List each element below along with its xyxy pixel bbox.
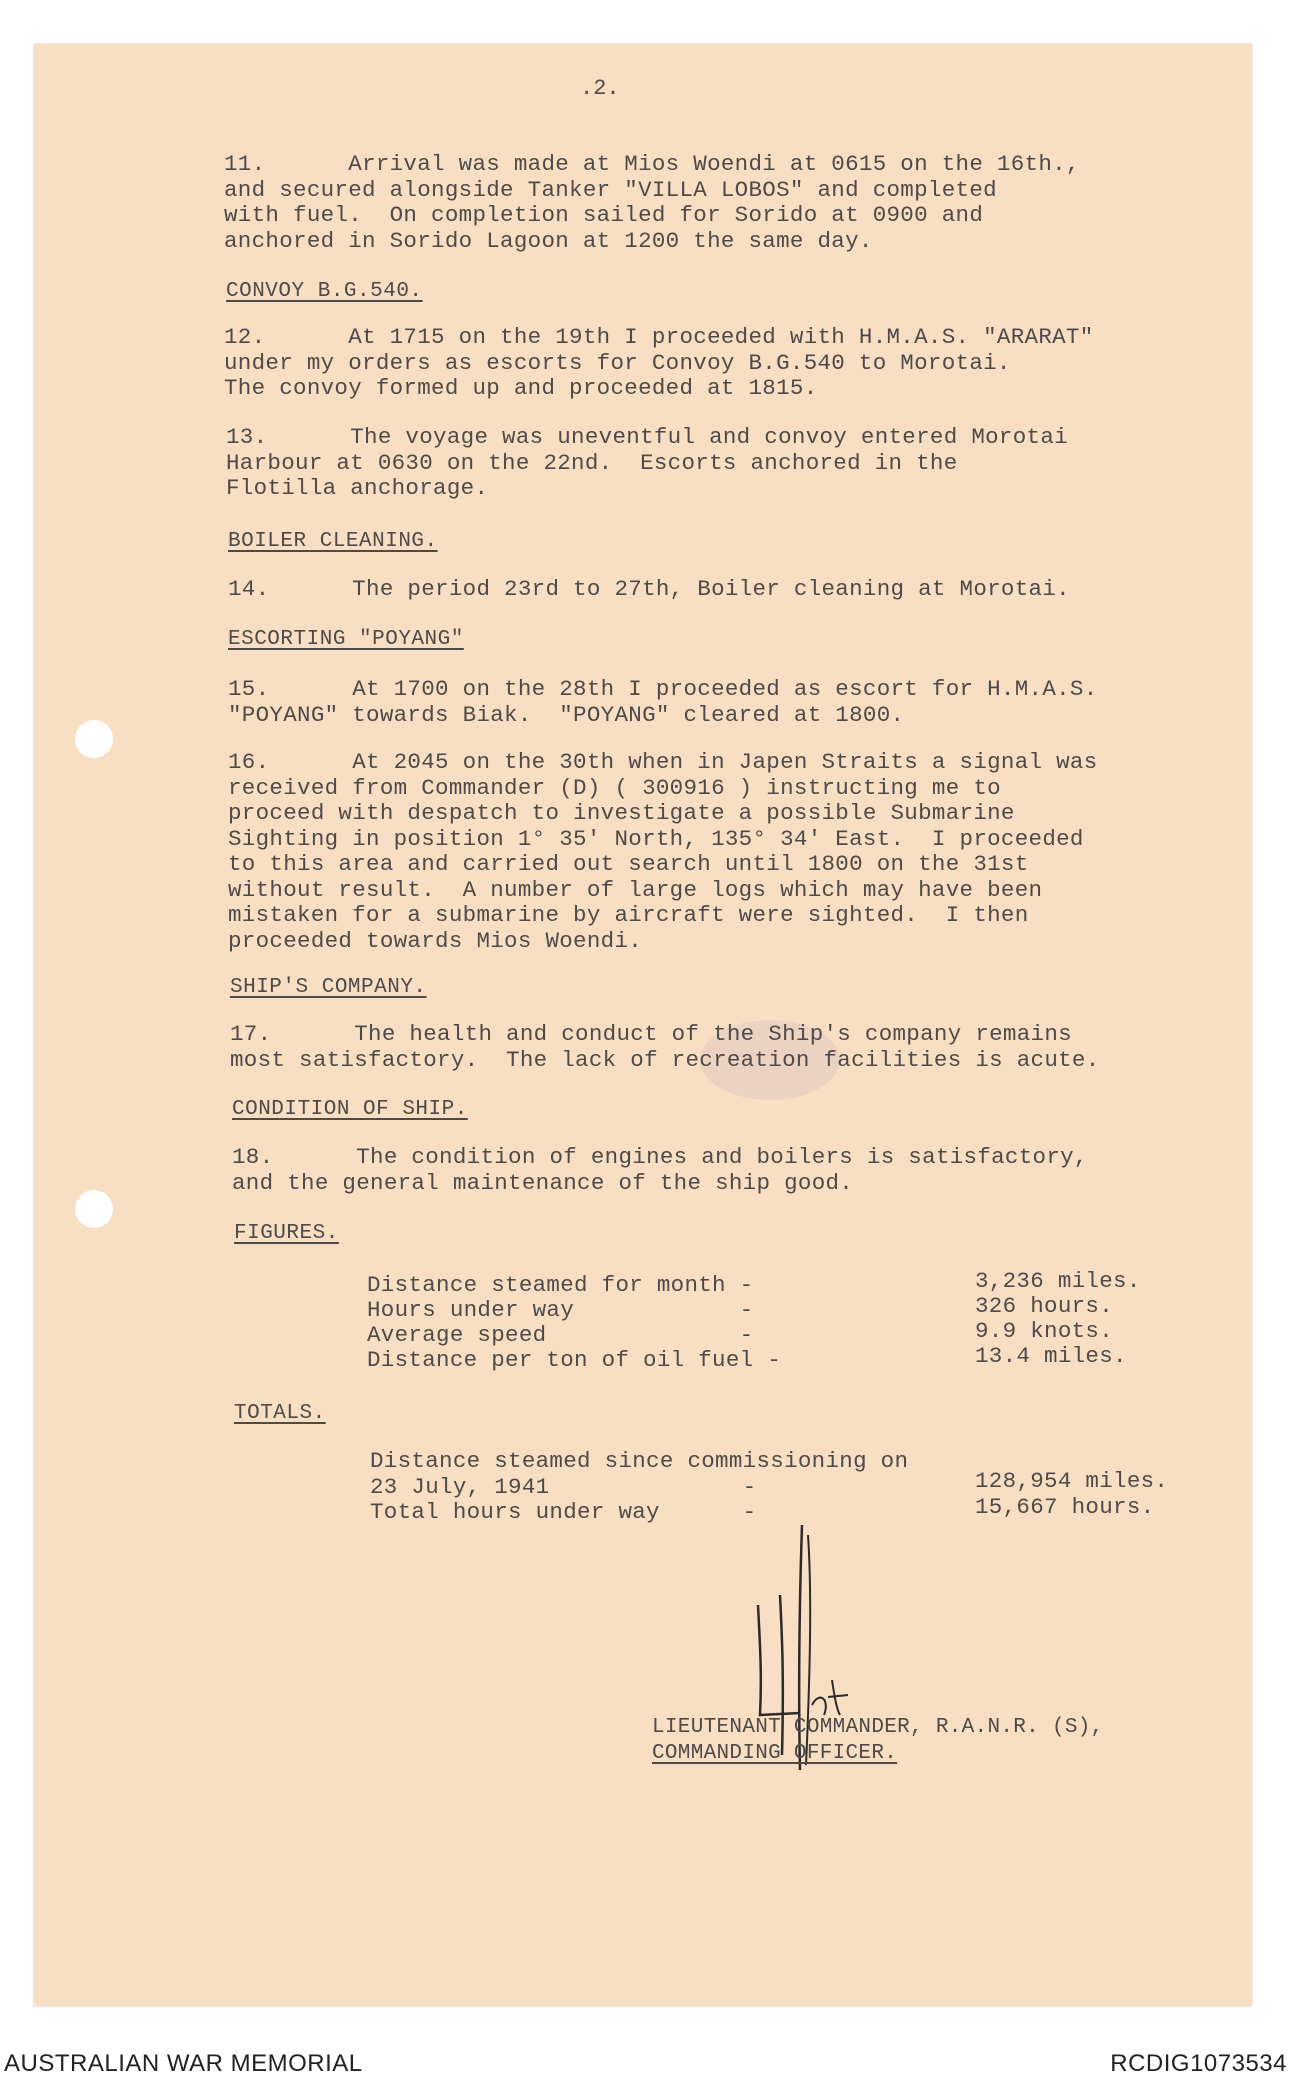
text-line: Harbour at 0630 on the 22nd. Escorts anchored in the [226,449,958,476]
text-line: "POYANG" towards Biak. "POYANG" cleared at 1800. [228,701,905,728]
footer-record-id: RCDIG1073534 [1110,2050,1287,2077]
paragraph-12 [224,325,1094,402]
text-line: 15. At 1700 on the 28th I proceeded as escort for H.M.A.S. [228,676,1098,702]
text-line: 16. At 2045 on the 30th when in Japen Straits a signal was [228,749,1098,775]
text-line: Flotilla anchorage. [226,475,489,501]
paragraph-15 [228,677,1098,728]
figures-label: Distance per ton of oil fuel - [367,1347,782,1373]
text-line: proceed with despatch to investigate a possible Submarine [228,800,1015,826]
totals-label: 23 July, 1941 - [370,1474,757,1500]
figures-value: 9.9 knots. [975,1318,1114,1344]
text-line: The convoy formed up and proceeded at 1815. [224,375,818,401]
text-line: 12. At 1715 on the 19th I proceeded with H.M.A.S. "ARARAT" [224,324,1094,350]
text-line: Sighting in position 1° 35' North, 135° 34' East. I proceeded [228,825,1084,852]
signature-role: COMMANDING OFFICER. [652,1742,898,1765]
text-line: mistaken for a submarine by aircraft were sighted. I then [228,902,1029,928]
heading-ships-company: SHIP'S COMPANY. [230,976,427,999]
figures-value: 13.4 miles. [975,1343,1127,1369]
text-line: and the general maintenance of the ship good. [232,1169,854,1196]
heading-escorting-poyang: ESCORTING "POYANG" [228,628,464,651]
punch-hole [75,1190,113,1228]
signature-rank: LIEUTENANT COMMANDER, R.A.N.R. (S), [652,1716,1104,1739]
text-line: anchored in Sorido Lagoon at 1200 the same day. [224,227,873,254]
heading-convoy: CONVOY B.G.540. [226,280,423,303]
totals-value: 128,954 miles. [975,1468,1169,1494]
paragraph-17 [230,1022,1100,1073]
figures-value: 326 hours. [975,1293,1114,1319]
totals-intro: Distance steamed since commissioning on [370,1448,909,1474]
text-line: and secured alongside Tanker "VILLA LOBOS" and completed [224,176,997,203]
text-line: under my orders as escorts for Convoy B.G.540 to Morotai. [224,349,1011,376]
paragraph-14 [228,577,1070,603]
figures-label: Distance steamed for month - [367,1272,754,1298]
text-line: without result. A number of large logs which may have been [228,876,1043,903]
figures-label: Hours under way - [367,1297,754,1323]
figures-value: 3,236 miles. [975,1268,1141,1294]
text-line: received from Commander (D) ( 300916 ) instructing me to [228,774,1001,801]
figures-label: Average speed - [367,1322,754,1348]
text-line: 17. The health and conduct of the Ship's company remains [230,1021,1072,1047]
heading-figures: FIGURES. [234,1222,339,1245]
text-line: 14. The period 23rd to 27th, Boiler cleaning at Morotai. [228,576,1070,602]
paragraph-11 [224,152,1080,254]
paragraph-18 [232,1145,1088,1196]
text-line: 18. The condition of engines and boilers is satisfactory, [232,1144,1088,1170]
text-line: with fuel. On completion sailed for Sorido at 0900 and [224,202,984,228]
text-line: to this area and carried out search until 1800 on the 31st [228,851,1029,877]
footer-archive-name: AUSTRALIAN WAR MEMORIAL [4,2050,363,2077]
text-line: 13. The voyage was uneventful and convoy entered Morotai [226,424,1068,450]
paragraph-13 [226,425,1068,502]
page-number: .2. [580,76,620,101]
totals-value: 15,667 hours. [975,1494,1155,1520]
text-line: most satisfactory. The lack of recreation facilities is acute. [230,1046,1100,1073]
punch-hole [75,720,113,758]
text-line: proceeded towards Mios Woendi. [228,927,643,954]
totals-label: Total hours under way - [370,1499,757,1525]
paragraph-16 [228,750,1098,954]
text-line: 11. Arrival was made at Mios Woendi at 0615 on the 16th., [224,151,1080,177]
heading-condition-of-ship: CONDITION OF SHIP. [232,1098,468,1121]
heading-totals: TOTALS. [234,1402,326,1425]
heading-boiler-cleaning: BOILER CLEANING. [228,530,438,553]
